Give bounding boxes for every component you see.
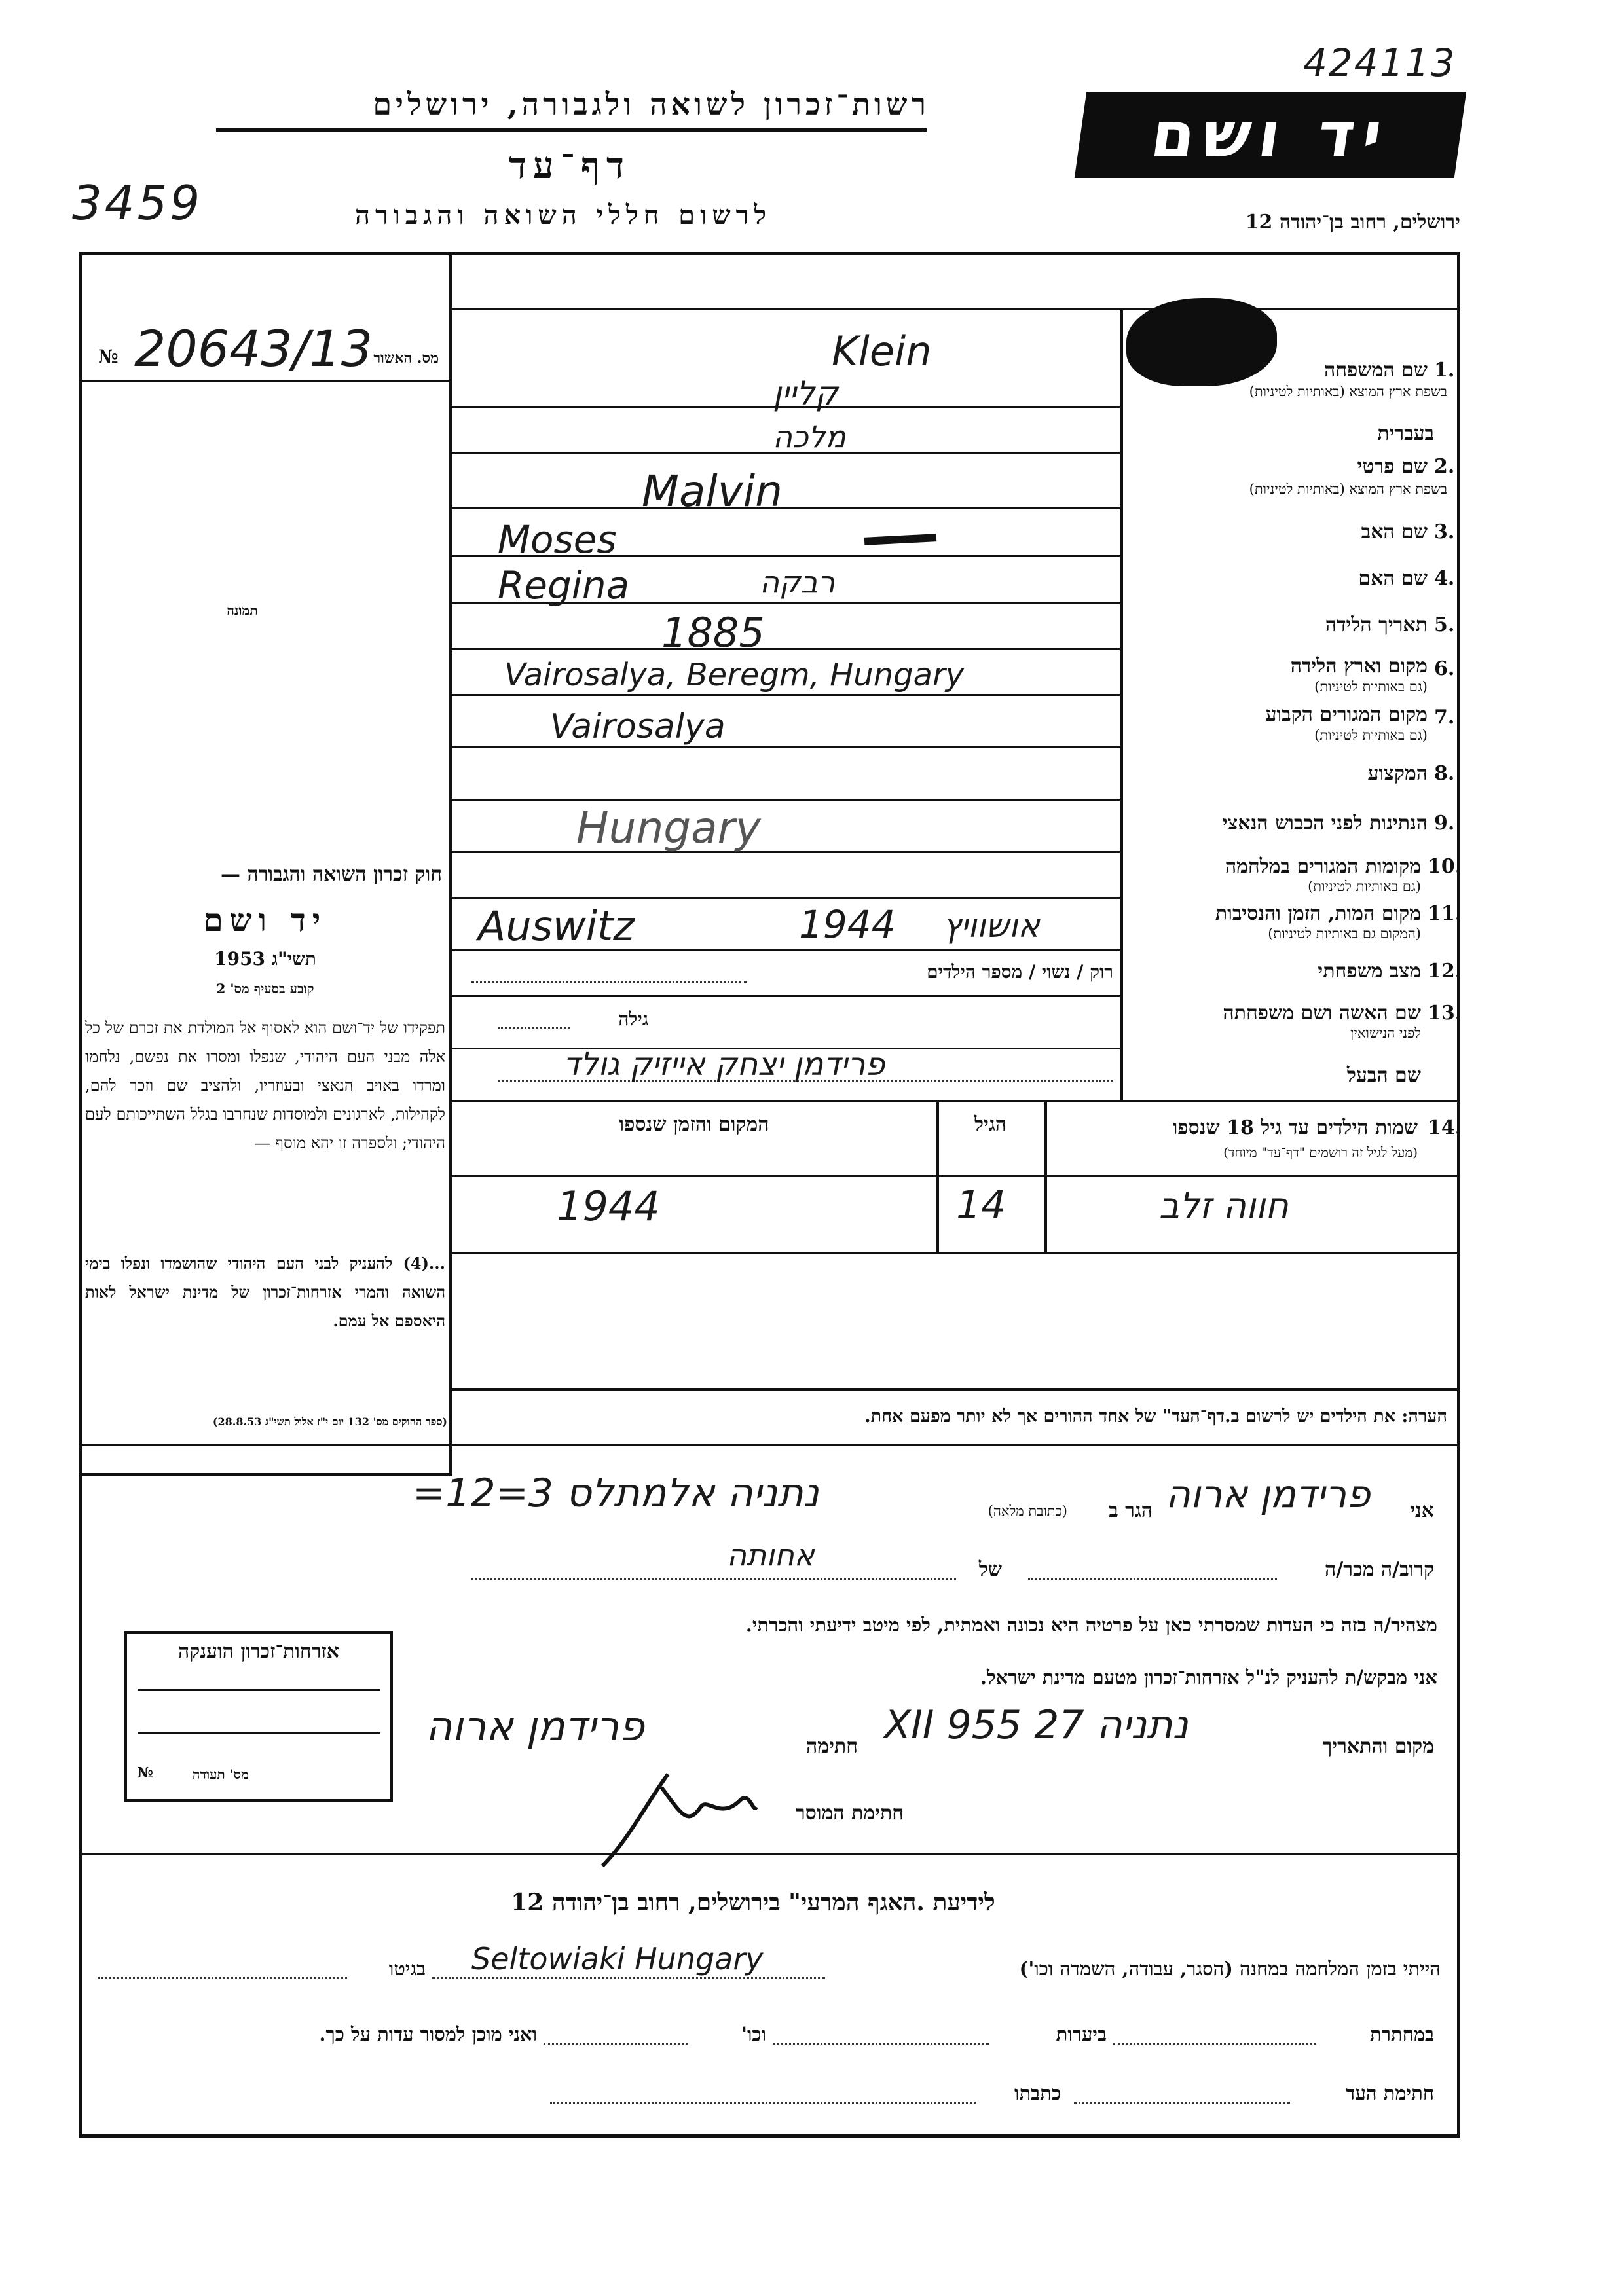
citizenship-box-rule-1 [138, 1689, 380, 1691]
underground-label: במחתרת [1370, 2023, 1434, 2045]
mother-name: Regina [498, 563, 630, 608]
stamp-label: חתימת המוסר [796, 1802, 904, 1825]
field-2-num: 2. [1434, 455, 1455, 478]
children-col-rule-a [936, 1102, 939, 1253]
firstname-latin: Malvin [642, 466, 783, 517]
signature-label: חתימה [806, 1735, 858, 1758]
form-subtitle: לרשום חללי השואה והגבורה [354, 200, 772, 230]
id-label: מס. האשור [373, 350, 439, 367]
children-label: שמות הילדים עד גיל 18 שנספו [1172, 1116, 1418, 1139]
marital-options: רוק / נשוי / מספר הילדים [927, 961, 1113, 983]
witness-signature-label: חתימת העד [1346, 2082, 1434, 2104]
field-4-num: 4. [1434, 567, 1455, 590]
law-year: תשי"ג 1953 [214, 948, 316, 970]
residence: Vairosalya [550, 707, 726, 746]
of-label: של [978, 1558, 1002, 1581]
row-rule [452, 851, 1120, 853]
authority-title: רשות־זכרון לשואה ולגבורה, ירושלים [373, 86, 930, 122]
field-13-num: 13. [1428, 1002, 1462, 1025]
row-rule [452, 995, 1120, 997]
certificate-number-prefix: № [138, 1764, 153, 1781]
age-label: גילה [618, 1008, 648, 1030]
relative-label: קרוב/ה מכר/ה [1325, 1558, 1434, 1581]
mother-name-hebrew: רבקה [760, 564, 836, 600]
header-address: ירושלים, רחוב בן־יהודה 12 [1245, 211, 1460, 234]
law-org: יד ושם [203, 902, 327, 939]
row-rule [452, 799, 1120, 801]
forests-line [773, 2043, 989, 2045]
death-place-hebrew: אושוויץ [943, 907, 1040, 945]
id-box-rule [79, 380, 452, 382]
resides-label: הגר ב [1109, 1499, 1153, 1522]
citizenship-box-rule-2 [138, 1732, 380, 1734]
camp-line [432, 1977, 825, 1979]
husband-value: פרידמן יצחק אייזיק גולד [563, 1046, 885, 1083]
page-number-handwritten: 3459 [72, 175, 203, 230]
field-5-label: תאריך הלידה [1325, 613, 1428, 636]
nationality: Hungary [576, 803, 761, 853]
row-rule [452, 897, 1120, 899]
underground-line [1113, 2043, 1316, 2045]
field-1-num: 1. [1434, 359, 1455, 382]
etc-line [544, 2043, 688, 2045]
note-bottom-rule [79, 1444, 1460, 1446]
certificate-number-label: מס' תעודה [192, 1766, 249, 1782]
official-signature-scribble [589, 1761, 760, 1879]
birthplace: Vairosalya, Beregm, Hungary [504, 657, 965, 693]
declaration-statement: מצהיר/ה בזה כי העדות שמסרתי כאן על פרטיה היא נכונה ואמתית, לפי מיטב ידיעתי והכרתי. [745, 1614, 1437, 1636]
citizenship-request: אני מבקש/ת להעניק לנ"ל אזרחות־זכרון מטעם מדינת ישראל. [980, 1666, 1437, 1688]
form-title: דף־עד [508, 144, 631, 187]
children-col-rule-b [1044, 1102, 1047, 1253]
relation-value: אחותה [727, 1537, 815, 1573]
bottom-title: לידיעת .האגף המרעי" בירושלים, רחוב בן־יהודה 12 [511, 1889, 995, 1916]
age-line [498, 1027, 570, 1029]
children-bottom-rule [452, 1252, 1460, 1254]
law-title: חוק זכרון השואה והגבורה — [221, 863, 442, 886]
note-text: הערה: את הילדים יש לרשום ב.דף־העד" של אחד ההורים אך לא יותר מפעם אחת. [864, 1406, 1447, 1427]
child-name: חווה זלב [1159, 1185, 1289, 1226]
children-age-header: הגיל [974, 1113, 1007, 1136]
lower-section-rule [79, 1853, 1460, 1855]
declarant-address: נתניה אלמתלס 3=12= [413, 1470, 819, 1516]
field-3-label: שם האב [1361, 520, 1428, 543]
hebrew-label: בעברית [1377, 422, 1434, 445]
sidebar-bottom-rule [79, 1473, 452, 1476]
child-age: 14 [956, 1182, 1006, 1228]
firstname-hebrew: מלכה [773, 419, 846, 454]
relation-line [1028, 1578, 1277, 1580]
field-11-label: מקום המות, הזמן והנסיבות [1215, 902, 1421, 925]
field-7-sub: (גם באותיות לטיניות) [1314, 727, 1428, 743]
husband-label: שם הבעל [1346, 1064, 1421, 1087]
children-sub: (מעל לגיל זה רושמים "דף־עד" מיוחד) [1223, 1144, 1418, 1160]
top-row-rule [449, 308, 1460, 310]
archive-number-handwritten: 424113 [1303, 41, 1456, 85]
children-place-header: המקום והזמן שנספו [619, 1113, 769, 1136]
field-11-num: 11. [1428, 902, 1462, 925]
row-rule [452, 648, 1120, 650]
sidebar-divider [449, 252, 452, 1476]
photo-label: תמונה [227, 602, 258, 618]
field-12-num: 12. [1428, 960, 1462, 983]
field-5-num: 5. [1434, 613, 1455, 636]
row-rule [452, 746, 1120, 748]
address-hint: (כתובת מלאה) [987, 1503, 1067, 1519]
field-3-num: 3. [1434, 520, 1455, 543]
witness-address-line [550, 2102, 976, 2104]
ghetto-label: בגיטו [388, 1958, 426, 1980]
labels-divider [1120, 308, 1123, 1100]
field-6-sub: (גם באותיות לטיניות) [1314, 679, 1428, 695]
declarant-signature: פרידמן ארוה [426, 1702, 644, 1750]
death-year: 1944 [799, 902, 896, 947]
children-header-rule [452, 1175, 1460, 1177]
field-1-label: שם המשפחה [1323, 359, 1428, 382]
death-place: Auswitz [478, 902, 635, 950]
of-line [471, 1578, 956, 1580]
birth-year: 1885 [661, 609, 765, 657]
place-date-value: נתניה 27 XII 955 [884, 1702, 1189, 1748]
law-clause: קובע בסעיף מס' 2 [216, 981, 314, 996]
children-num: 14. [1428, 1116, 1462, 1139]
citizenship-box-title: אזרחות־זכרון הוענקה [177, 1640, 340, 1663]
row-rule [452, 507, 1120, 509]
note-top-rule [452, 1388, 1460, 1391]
field-6-label: מקום וארץ הלידה [1290, 655, 1428, 678]
field-10-num: 10. [1428, 855, 1462, 878]
surname-latin: Klein [832, 327, 932, 375]
father-name: Moses [498, 517, 617, 562]
child-death-year: 1944 [557, 1182, 660, 1230]
field-10-label: מקומות המגורים במלחמה [1225, 855, 1421, 878]
header-rule [216, 128, 927, 132]
witness-signature-line [1074, 2102, 1290, 2104]
id-number-value: 20643/13 [134, 319, 373, 378]
camp-value: Seltowiaki Hungary [471, 1941, 764, 1977]
field-4-label: שם האם [1358, 567, 1428, 590]
declarant-name: פרידמן ארוה [1166, 1472, 1371, 1516]
law-paragraph-1: תפקידו של יד־ושם הוא לאסוף אל המולדת את זכרם של כל אלה מבני העם היהודי, שנפלו ומסרו את נפשם, נלחמו ומרדו באויב הנאצי ובעוזריו, ולהציב שם וזכר להם, לקהילות, לארגונים ולמוסדות שנחרבו בגלל השתייכותם לעם היהודי; ולספרה זו יהא מוסף — [85, 1019, 445, 1152]
forests-label: ביערות [1056, 2023, 1107, 2045]
logo-text: יד ושם [1146, 98, 1395, 172]
field-7-label: מקום המגורים הקבוע [1265, 703, 1428, 726]
witness-address-label: כתבתו [1014, 2082, 1061, 2104]
row-rule [452, 694, 1120, 696]
row-rule [452, 1100, 1460, 1102]
field-8-label: המקצוע [1367, 762, 1428, 785]
field-6-num: 6. [1434, 657, 1455, 680]
ghetto-line [98, 1977, 347, 1979]
camp-line-label: הייתי בזמן המלחמה במחנה (הסגר, עבודה, השמדה וכו') [1019, 1958, 1441, 1980]
field-2-sub: בשפת ארץ המוצא (באותיות לטיניות) [1249, 481, 1447, 497]
marital-line [471, 981, 747, 983]
field-12-label: מצב משפחתי [1318, 960, 1421, 983]
field-9-num: 9. [1434, 812, 1455, 835]
id-prefix: № [98, 346, 119, 367]
field-7-num: 7. [1434, 706, 1455, 729]
law-paragraph-2: ...(4) להעניק לבני העם היהודי שהושמדו ונפלו בימי השואה והמרי אזרחות־זכרון של מדינת ישראל לאות היאספם אל עמם. [85, 1254, 445, 1330]
surname-hebrew: קליין [773, 374, 838, 412]
field-11-sub: (המקום גם באותיות לטיניות) [1268, 926, 1421, 941]
field-1-sub: בשפת ארץ המוצא (באותיות לטיניות) [1249, 384, 1447, 399]
testimony-statement: ואני מוכן למסור עדות על כך. [319, 2023, 537, 2045]
place-date-label: מקום והתאריך [1322, 1735, 1434, 1758]
field-2-label: שם פרטי [1357, 455, 1428, 478]
field-10-sub: (גם באותיות לטיניות) [1308, 879, 1421, 894]
etc-label: וכו' [741, 2023, 766, 2045]
declarant-i-label: אני [1410, 1499, 1434, 1522]
field-13-sub: לפני הנישואין [1350, 1025, 1421, 1041]
field-13-label: שם האשה ושם משפחתה [1223, 1002, 1421, 1025]
field-8-num: 8. [1434, 762, 1455, 785]
law-reference: (ספר החוקים מס' 132 יום י"ז אלול תשי"ג 28.8.53) [212, 1415, 447, 1428]
field-9-label: הנתינות לפני הכבוש הנאצי [1222, 812, 1428, 835]
yad-vashem-logo [1075, 92, 1467, 178]
